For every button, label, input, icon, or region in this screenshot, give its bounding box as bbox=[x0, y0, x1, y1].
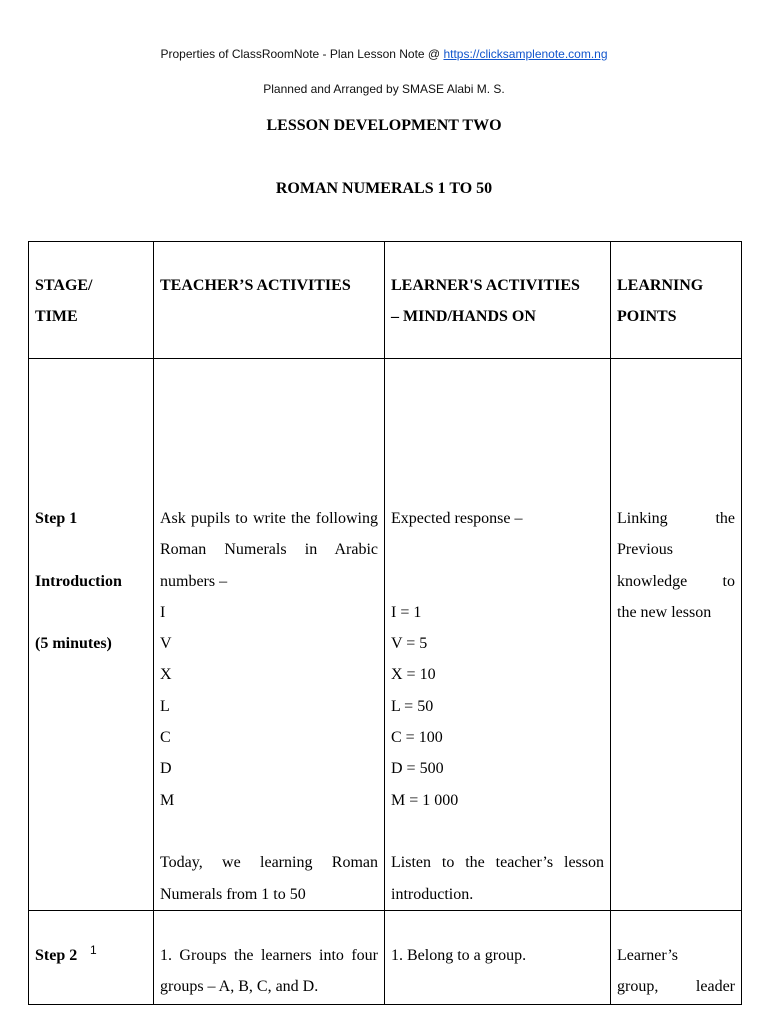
step1-intro-label: Introduction bbox=[35, 572, 122, 590]
header-learner-activities: LEARNER'S ACTIVITIES – MIND/HANDS ON bbox=[385, 242, 611, 359]
step1-teacher-today: Today, we learning Roman Numerals from 1 to 50 bbox=[160, 854, 378, 903]
value-C: C = 100 bbox=[391, 729, 443, 747]
header-stage-time: STAGE/ TIME bbox=[29, 242, 154, 359]
step1-points-cell: Linking the Previous knowledge to the new lesson bbox=[611, 359, 742, 911]
value-M: M = 1 000 bbox=[391, 791, 459, 809]
value-D: D = 500 bbox=[391, 760, 444, 778]
numeral-V: V bbox=[160, 635, 172, 653]
header-learning-points: LEARNING POINTS bbox=[611, 242, 742, 359]
step2-learner-cell bbox=[385, 910, 611, 1004]
table-row bbox=[29, 359, 742, 911]
numeral-X: X bbox=[160, 666, 172, 684]
header-line-1 bbox=[0, 47, 768, 61]
table-header-row bbox=[29, 242, 742, 359]
numeral-D: D bbox=[160, 760, 172, 778]
step1-time-label: (5 minutes) bbox=[35, 635, 112, 653]
numeral-C: C bbox=[160, 729, 171, 747]
step2-points-cell: Learner’s group, leader bbox=[611, 910, 742, 1004]
step1-teacher-cell bbox=[154, 359, 385, 911]
step1-label: Step 1 bbox=[35, 510, 78, 527]
lesson-table bbox=[28, 241, 742, 1005]
value-X: X = 10 bbox=[391, 666, 436, 684]
value-V: V = 5 bbox=[391, 635, 428, 653]
step1-learner-listen: Listen to the teacher’s lesson introduction. bbox=[391, 854, 604, 903]
table-row bbox=[29, 910, 742, 1004]
numeral-L: L bbox=[160, 697, 170, 715]
step1-stage-cell bbox=[29, 359, 154, 911]
step1-learner-cell bbox=[385, 359, 611, 911]
step1-teacher-instruction: Ask pupils to write the following Roman Numerals in Arabic numbers – bbox=[160, 510, 378, 590]
step2-learner-text: 1. Belong to a group. bbox=[391, 946, 527, 964]
header-properties-text: Properties of ClassRoomNote - Plan Lesson Note @ bbox=[160, 47, 444, 61]
site-link[interactable]: https://clicksamplenote.com.ng bbox=[443, 47, 608, 61]
step2-label: Step 2 bbox=[35, 946, 78, 964]
numeral-M: M bbox=[160, 791, 175, 809]
value-L: L = 50 bbox=[391, 697, 434, 715]
page-number: 1 bbox=[90, 943, 97, 957]
step1-expected-response: Expected response – bbox=[391, 510, 523, 527]
header-line-2: Planned and Arranged by SMASE Alabi M. S. bbox=[263, 82, 505, 96]
document-title: LESSON DEVELOPMENT TWO bbox=[266, 117, 502, 134]
step2-teacher-text: 1. Groups the learners into four groups – A, B, C, and D. bbox=[160, 946, 378, 996]
step2-stage-cell bbox=[29, 910, 154, 1004]
numeral-I: I bbox=[160, 603, 166, 621]
header-teacher-activities: TEACHER’S ACTIVITIES bbox=[154, 242, 385, 359]
step2-teacher-cell bbox=[154, 910, 385, 1004]
value-I: I = 1 bbox=[391, 603, 422, 621]
document-subtitle: ROMAN NUMERALS 1 TO 50 bbox=[275, 180, 493, 197]
